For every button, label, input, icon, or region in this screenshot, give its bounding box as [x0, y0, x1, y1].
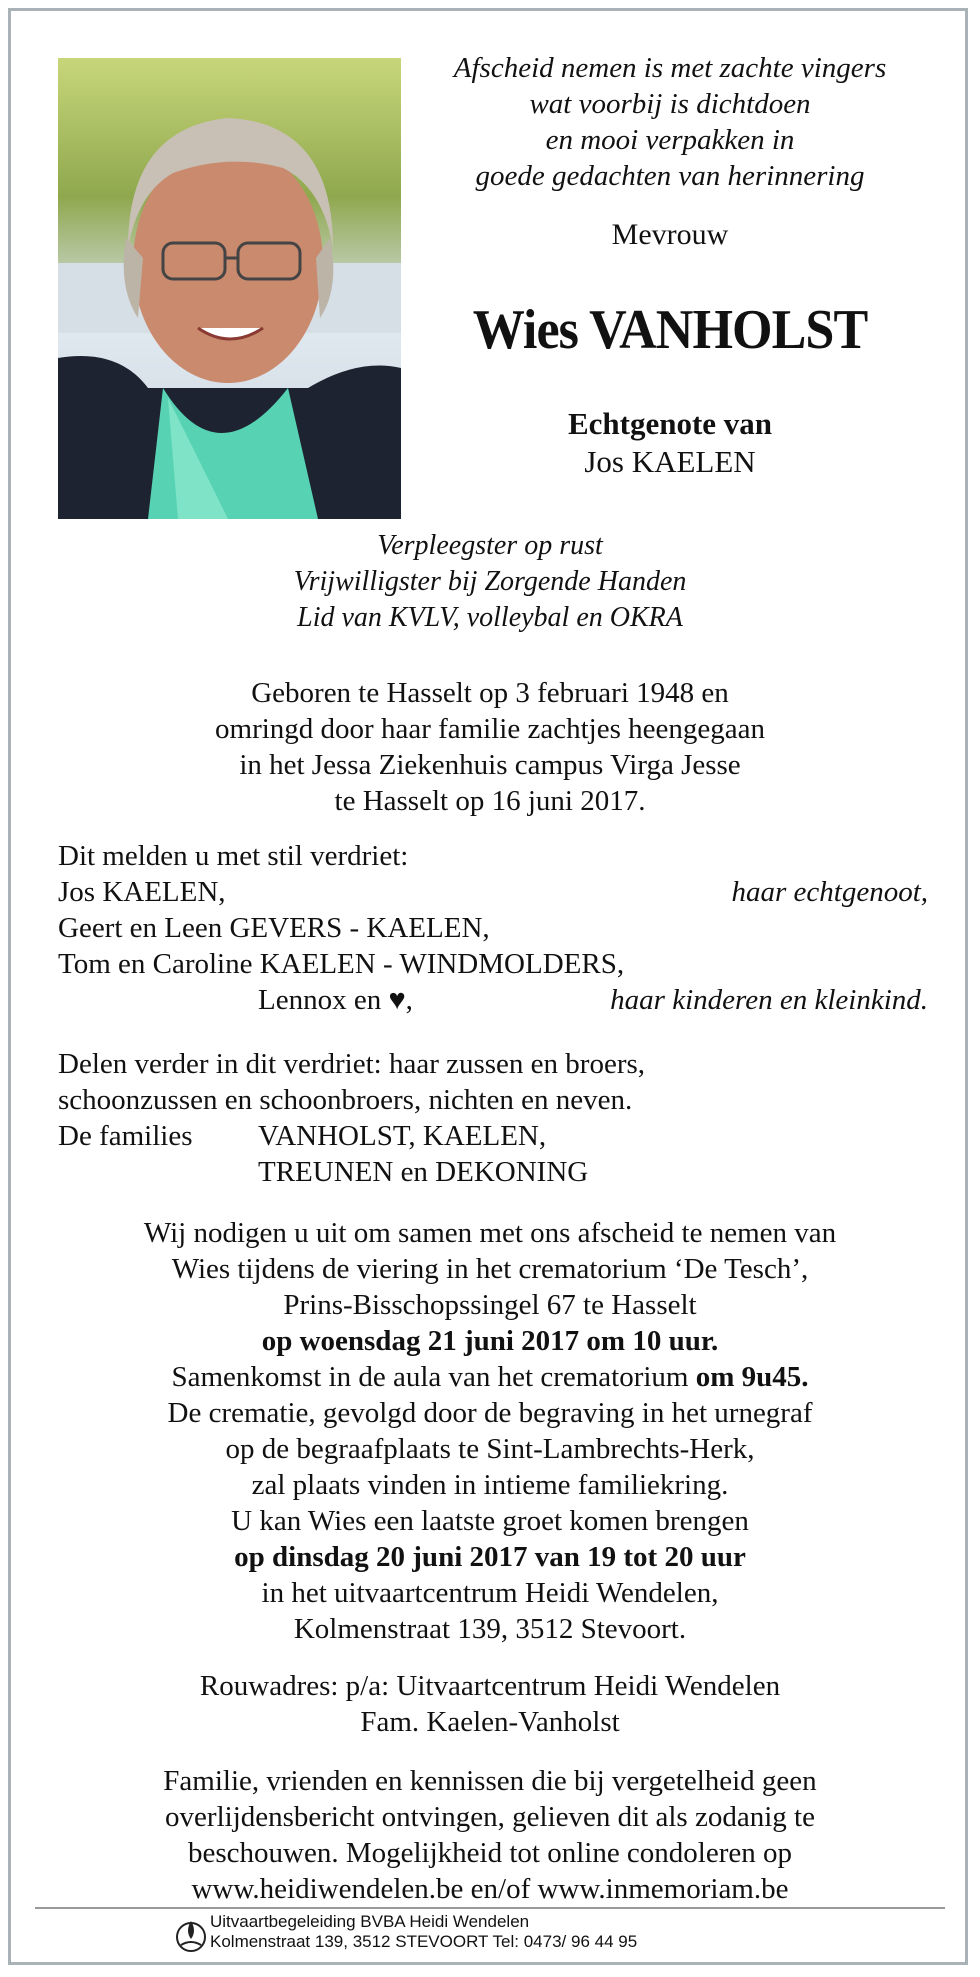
relatives-line: schoonzussen en schoonbroers, nichten en neven. — [58, 1084, 633, 1116]
invitation-line: U kan Wies een laatste groet komen brengen — [231, 1505, 749, 1537]
families-row — [58, 1118, 928, 1154]
poem-line: goede gedachten van herinnering — [475, 160, 865, 192]
notice-line: beschouwen. Mogelijkheid tot online condoleren op — [187, 1837, 793, 1869]
invitation — [0, 1215, 980, 1647]
invitation-line: Kolmenstraat 139, 3512 Stevoort. — [293, 1613, 687, 1645]
invitation-line: Prins-Bisschopssingel 67 te Hasselt — [283, 1289, 697, 1321]
children-role: haar kinderen en kleinkind. — [610, 984, 928, 1016]
relatives-line: Delen verder in dit verdriet: haar zussen en broers, — [58, 1048, 646, 1080]
husband-role: haar echtgenoot, — [731, 876, 928, 908]
notice-line: overlijdensbericht ontvingen, gelieven dit als zodanig te — [165, 1801, 815, 1833]
born-line: omringd door haar familie zachtjes heengegaan — [215, 713, 765, 745]
gathering-time: om 9u45. — [695, 1361, 809, 1393]
families-label: De families — [58, 1120, 193, 1152]
notice-line: www.heidiwendelen.be en/of www.inmemoriam.be — [191, 1873, 789, 1905]
ceremony-date — [0, 1323, 980, 1359]
husband-name: Jos KAELEN, — [58, 876, 226, 908]
deceased-name: Wies VANHOLST — [472, 299, 868, 361]
address-line: Fam. Kaelen-Vanholst — [360, 1706, 620, 1738]
family-row-child: Geert en Leen GEVERS - KAELEN, — [58, 912, 490, 944]
mourning-address — [0, 1668, 980, 1740]
birth-death-text — [0, 675, 980, 819]
notice — [0, 1763, 980, 1907]
invitation-line: op de begraafplaats te Sint-Lambrechts-Herk, — [225, 1433, 755, 1465]
footer-divider — [35, 1907, 945, 1909]
invitation-line — [0, 1359, 980, 1395]
funeral-home-logo-icon — [175, 1917, 207, 1955]
poem-line: en mooi verpakken in — [545, 124, 795, 156]
family-row-husband — [58, 874, 928, 910]
portrait-photo — [58, 58, 401, 519]
spouse-name: Jos KAELEN — [584, 444, 756, 479]
family-row-child: Tom en Caroline KAELEN - WINDMOLDERS, — [58, 948, 625, 980]
born-line: te Hasselt op 16 juni 2017. — [334, 785, 646, 817]
role-line: Verpleegster op rust — [377, 530, 603, 561]
born-line: Geboren te Hasselt op 3 februari 1948 en — [251, 677, 729, 709]
ceremony-date-text: op woensdag 21 juni 2017 om 10 uur. — [261, 1325, 719, 1357]
invitation-line: Wies tijdens de viering in het crematorium ‘De Tesch’, — [171, 1253, 809, 1285]
gathering-text: Samenkomst in de aula van het crematorium — [171, 1361, 696, 1393]
born-line: in het Jessa Ziekenhuis campus Virga Jesse — [239, 749, 741, 781]
roles — [0, 528, 980, 636]
footer-text — [210, 1912, 637, 1952]
address-line: Rouwadres: p/a: Uitvaartcentrum Heidi Wendelen — [199, 1670, 781, 1702]
invitation-line: in het uitvaartcentrum Heidi Wendelen, — [261, 1577, 719, 1609]
notice-line: Familie, vrienden en kennissen die bij vergetelheid geen — [163, 1765, 817, 1797]
poem-line: wat voorbij is dichtdoen — [529, 88, 811, 120]
families-names: TREUNEN en DEKONING — [258, 1156, 589, 1188]
honorific: Mevrouw — [611, 218, 729, 251]
invitation-line: zal plaats vinden in intieme familiekring. — [251, 1469, 729, 1501]
families-row — [58, 1154, 928, 1190]
grandchild-name: Lennox en ♥, — [258, 984, 413, 1016]
visitation-date — [0, 1539, 980, 1575]
invitation-line: Wij nodigen u uit om samen met ons afscheid te nemen van — [143, 1217, 837, 1249]
poem — [415, 50, 925, 194]
spouse-block — [415, 405, 925, 481]
role-line: Vrijwilligster bij Zorgende Handen — [293, 566, 687, 597]
invitation-line: De crematie, gevolgd door de begraving in het urnegraf — [167, 1397, 813, 1429]
footer-line: Kolmenstraat 139, 3512 STEVOORT Tel: 0473/ 96 44 95 — [210, 1932, 638, 1951]
family-list — [58, 838, 928, 1190]
family-row-grandchild — [58, 982, 928, 1018]
role-line: Lid van KVLV, volleybal en OKRA — [297, 602, 683, 633]
poem-line: Afscheid nemen is met zachte vingers — [453, 52, 887, 84]
families-names: VANHOLST, KAELEN, — [258, 1120, 547, 1152]
family-intro: Dit melden u met stil verdriet: — [58, 840, 409, 872]
spouse-label: Echtgenote van — [567, 406, 773, 441]
footer-line: Uitvaartbegeleiding BVBA Heidi Wendelen — [210, 1912, 530, 1931]
visitation-date-text: op dinsdag 20 juni 2017 van 19 tot 20 uur — [234, 1541, 746, 1573]
